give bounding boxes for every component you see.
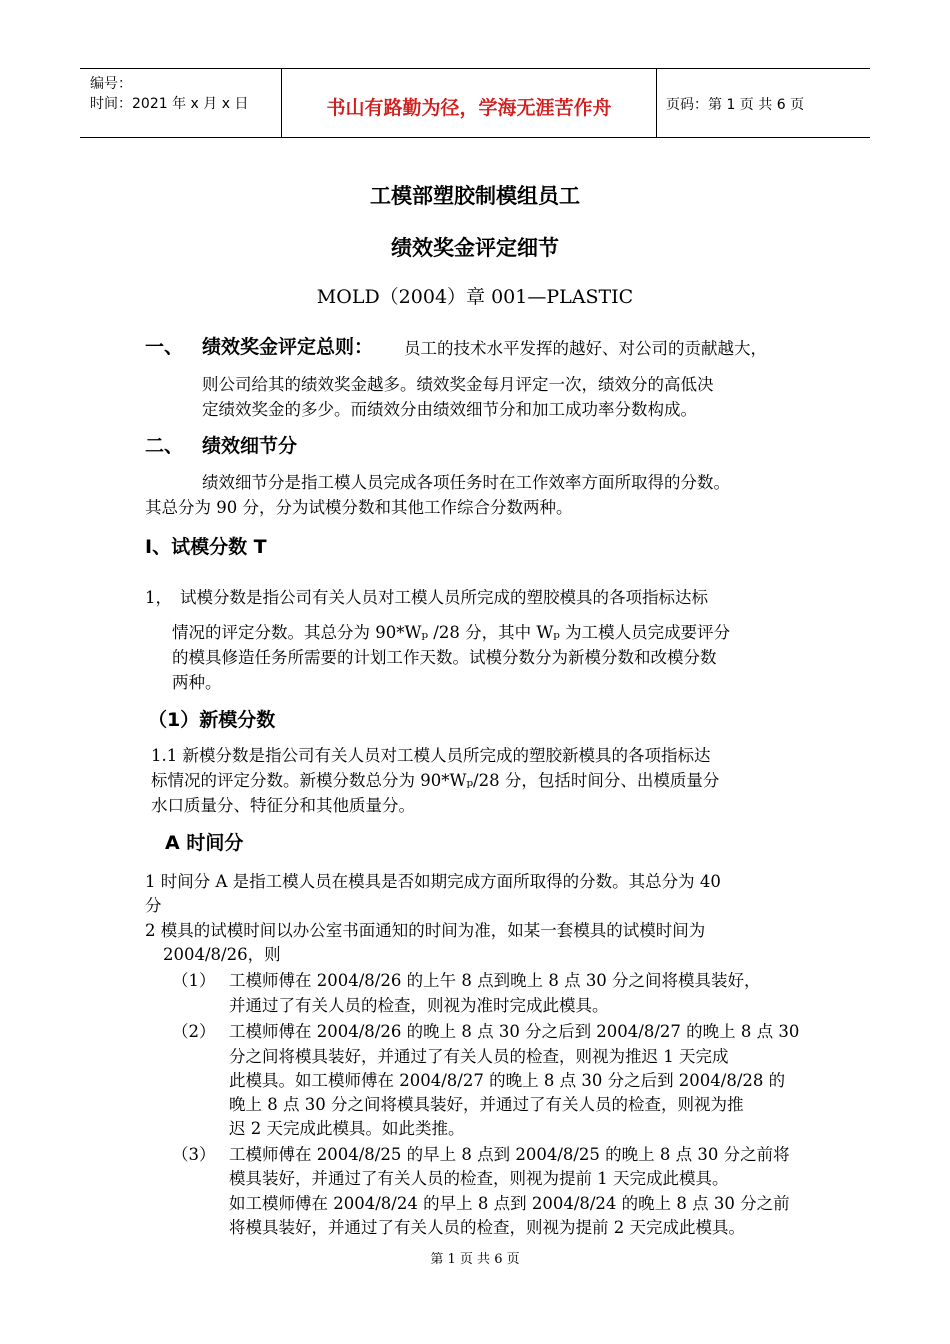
case-line: 晚上 8 点 30 分之间将模具装好，并通过了有关人员的检查，则视为推: [229, 1095, 744, 1114]
case-line: 分之间将模具装好，并通过了有关人员的检查，则视为推迟 1 天完成: [229, 1047, 729, 1066]
case-line: 并通过了有关人员的检查，则视为准时完成此模具。: [229, 996, 609, 1015]
section2-line: 其总分为 90 分，分为试模分数和其他工作综合分数两种。: [145, 498, 573, 517]
time-score-p1-line: 分: [145, 896, 162, 915]
section1-line: 定绩效奖金的多少。而绩效分由绩效细节分和加工成功率分数构成。: [202, 400, 697, 419]
section2-heading: 绩效细节分: [202, 435, 298, 457]
section1-line: 员工的技术水平发挥的越好、对公司的贡献越大，: [404, 339, 767, 358]
title-line-1: 工模部塑胶制模组员工: [370, 184, 580, 208]
item1-line: 情况的评定分数。其总分为 90*Wₚ /28 分，其中 Wₚ 为工模人员完成要评分: [172, 623, 731, 642]
case-line: 如工模师傅在 2004/8/24 的早上 8 点到 2004/8/24 的晚上 8 点 30 分之前: [229, 1194, 790, 1213]
doc-code: MOLD（2004）章 001—PLASTIC: [316, 286, 634, 308]
case-line: 迟 2 天完成此模具。如此类推。: [229, 1119, 465, 1138]
title-line-2: 绩效奖金评定细节: [391, 236, 559, 260]
case-number: （1）: [172, 971, 216, 990]
item1-line: 的模具修造任务所需要的计划工作天数。试模分数分为新模分数和改模分数: [172, 648, 717, 667]
case-line: 模具装好，并通过了有关人员的检查，则视为提前 1 天完成此模具。: [229, 1169, 729, 1188]
item1-line: 两种。: [172, 673, 222, 692]
header-meta-cell: [80, 69, 280, 137]
time-score-p1-line: 1 时间分 A 是指工模人员在模具是否如期完成方面所取得的分数。其总分为 40: [145, 872, 721, 891]
document-header: [80, 68, 870, 138]
section2-line: 绩效细节分是指工模人员完成各项任务时在工作效率方面所取得的分数。: [202, 473, 730, 492]
section1-number: 一、: [145, 336, 184, 358]
new-mold-line: 标情况的评定分数。新模分数总分为 90*Wₚ/28 分，包括时间分、出模质量分: [151, 771, 720, 790]
section2-number: 二、: [145, 435, 184, 457]
section1-heading: 绩效奖金评定总则：: [202, 336, 374, 358]
header-page-cell: [656, 69, 870, 137]
page-footer: 第 1 页 共 6 页: [430, 1252, 520, 1267]
sectionI-heading: I、试模分数 T: [145, 536, 267, 558]
case-line: 工模师傅在 2004/8/25 的早上 8 点到 2004/8/25 的晚上 8 点 30 分之前将: [229, 1145, 790, 1164]
section1-line: 则公司给其的绩效奖金越多。绩效奖金每月评定一次，绩效分的高低决: [202, 375, 714, 394]
time-label: 时间：2021 年 x 月 x 日: [90, 96, 249, 112]
case-line: 此模具。如工模师傅在 2004/8/27 的晚上 8 点 30 分之后到 2004/8/28 的: [229, 1071, 786, 1090]
motto: 书山有路勤为径，学海无涯苦作舟: [326, 97, 612, 119]
item1-line: 试模分数是指公司有关人员对工模人员所完成的塑胶模具的各项指标达标: [180, 588, 708, 607]
case-line: 将模具装好，并通过了有关人员的检查，则视为提前 2 天完成此模具。: [229, 1218, 745, 1237]
case-number: （2）: [172, 1022, 216, 1041]
case-line: 工模师傅在 2004/8/26 的上午 8 点到晚上 8 点 30 分之间将模具装好，: [229, 971, 761, 990]
item1-number: 1，: [145, 588, 172, 607]
case-number: （3）: [172, 1145, 216, 1164]
new-mold-heading: （1）新模分数: [148, 709, 276, 731]
header-motto-cell: [281, 69, 657, 137]
time-score-p2-line: 2004/8/26，则: [163, 945, 281, 964]
case-line: 工模师傅在 2004/8/26 的晚上 8 点 30 分之后到 2004/8/27 的晚上 8 点 30: [229, 1022, 800, 1041]
new-mold-line: 1.1 新模分数是指公司有关人员对工模人员所完成的塑胶新模具的各项指标达: [151, 746, 711, 765]
new-mold-line: 水口质量分、特征分和其他质量分。: [151, 796, 415, 815]
time-score-p2-line: 2 模具的试模时间以办公室书面通知的时间为准，如某一套模具的试模时间为: [145, 921, 706, 940]
time-score-heading: A 时间分: [165, 832, 244, 854]
number-label: 编号：: [90, 76, 132, 92]
page-info: 页码：第 1 页 共 6 页: [666, 97, 805, 113]
